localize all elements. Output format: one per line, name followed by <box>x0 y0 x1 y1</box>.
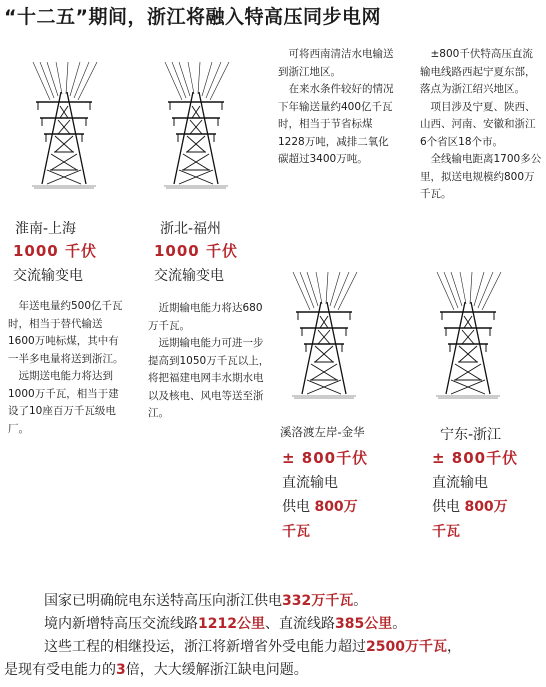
description-block <box>8 298 126 438</box>
supply-label: 供电 <box>282 499 310 515</box>
route-xiluodu-jinhua: 溪洛渡左岸-金华 <box>280 425 365 439</box>
summary-line <box>44 613 406 636</box>
summary-text: 、直流线路 <box>264 616 335 632</box>
supply-value: 800万 <box>314 499 358 515</box>
page-title: “十二五”期间，浙江将融入特高压同步电网 <box>4 6 381 28</box>
description-text: 远期输电能力可进一步提高到1050万千瓦以上，将把福建电网丰水期水电以及核电、风电等送至浙江。 <box>148 337 270 419</box>
tower-icon <box>28 62 100 192</box>
supply-unit: 千瓦 <box>432 524 460 540</box>
summary-text: 国家已明确皖电东送特高压向浙江供电 <box>44 593 282 609</box>
summary-text: 。 <box>353 593 368 609</box>
summary-highlight: 3 <box>116 662 126 678</box>
voltage-label: ± 800千伏 <box>432 449 519 467</box>
summary-highlight: 2500万千瓦 <box>366 639 447 655</box>
supply-value: 800万 <box>464 499 508 515</box>
description-block <box>148 300 270 423</box>
summary-highlight: 332万千瓦 <box>282 593 354 609</box>
description-block <box>420 46 542 204</box>
description-text: 远期送电能力将达到1000万千瓦，相当于建设了10座百万千瓦级电厂。 <box>8 370 119 435</box>
summary-line <box>44 636 461 659</box>
supply-capacity <box>432 496 508 516</box>
summary-text: 这些工程的相继投运，浙江将新增省外受电能力超过 <box>44 639 366 655</box>
voltage-label: 1000 千伏 <box>154 242 238 260</box>
tower-icon <box>288 272 360 402</box>
voltage-label: 1000 千伏 <box>13 242 97 260</box>
description-text: 年送电量约500亿千瓦时，相当于替代输送1600万吨标煤，其中有一半多电量将送到浙江。 <box>8 300 124 365</box>
summary-highlight: 385公里 <box>334 616 393 632</box>
summary-text: 境内新增特高压交流线路 <box>44 616 198 632</box>
transmission-type: 交流输变电 <box>13 268 83 284</box>
summary-text: 是现有受电能力的 <box>4 662 116 678</box>
supply-capacity <box>282 496 358 516</box>
supply-unit: 千瓦 <box>282 524 310 540</box>
summary-text: ， <box>446 639 461 655</box>
transmission-type: 直流输电 <box>432 475 488 491</box>
route-huainan-shanghai: 淮南-上海 <box>15 221 77 237</box>
description-block <box>278 46 394 169</box>
summary-line <box>4 659 308 682</box>
transmission-type: 交流输变电 <box>154 268 224 284</box>
description-text: ±800千伏特高压直流输电线路西起宁夏东部，落点为浙江绍兴地区。 <box>420 48 536 95</box>
route-zhebei-fuzhou: 浙北-福州 <box>160 221 222 237</box>
summary-highlight: 1212公里 <box>198 616 265 632</box>
tower-icon <box>160 62 232 192</box>
voltage-label: ± 800千伏 <box>282 449 369 467</box>
description-text: 项目涉及宁夏、陕西、山西、河南、安徽和浙江6个省区18个市。 <box>420 100 536 148</box>
summary-text: 。 <box>392 616 407 632</box>
route-ningdong-zhejiang: 宁东-浙江 <box>440 427 502 443</box>
summary-text: 倍，大大缓解浙江缺电问题。 <box>125 662 308 678</box>
tower-icon <box>432 272 504 402</box>
description-text: 在来水条件较好的情况下年输送量约400亿千瓦时，相当于节省标煤1228万吨，减排二氧化碳超过3400万吨。 <box>278 83 394 165</box>
description-text: 全线输电距离1700多公里，拟送电规模约800万千瓦。 <box>420 153 542 200</box>
supply-label: 供电 <box>432 499 460 515</box>
transmission-type: 直流输电 <box>282 475 338 491</box>
description-text: 近期输电能力将达680万千瓦。 <box>148 302 263 332</box>
summary-line <box>44 590 367 613</box>
description-text: 可将西南清洁水电输送到浙江地区。 <box>278 48 394 78</box>
